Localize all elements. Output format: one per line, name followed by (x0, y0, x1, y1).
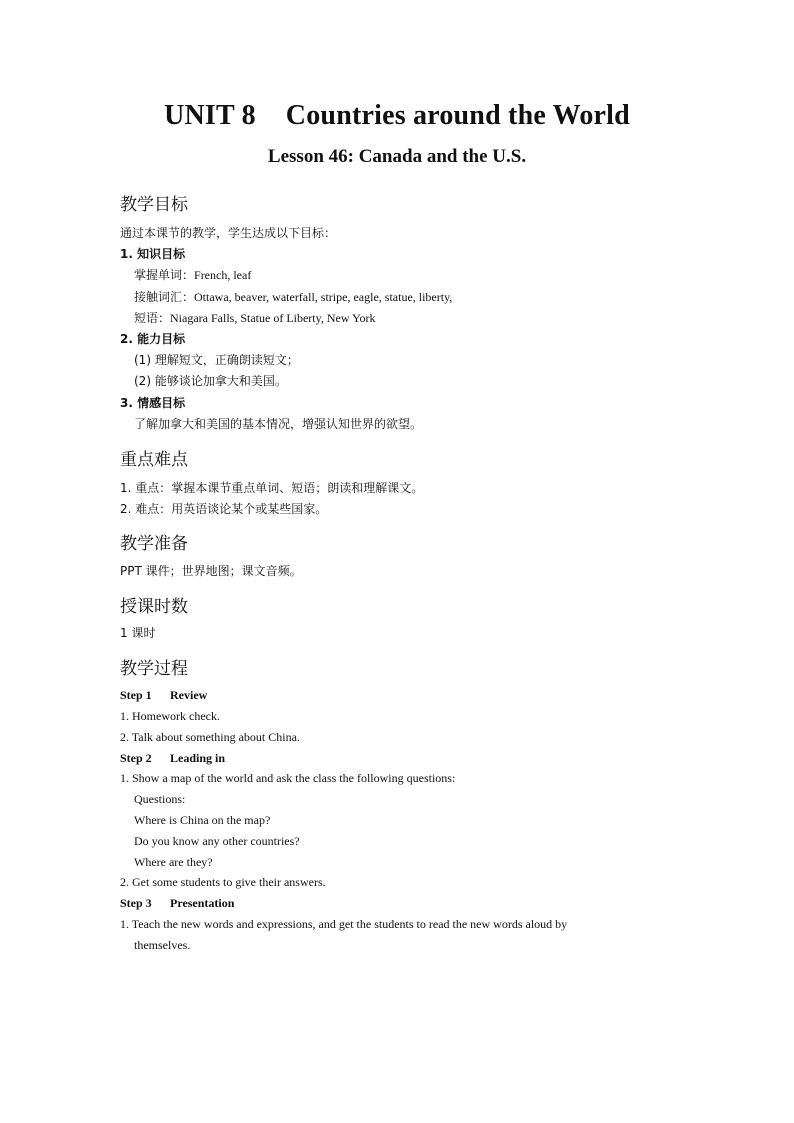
words-value: French, leaf (194, 268, 252, 282)
ability-item-1: (1) 理解短文，正确朗读短文； (134, 353, 299, 367)
knowledge-phrases (134, 311, 376, 326)
words-label: 掌握单词： (134, 268, 195, 282)
emotion-heading: 3. 情感目标 (120, 396, 186, 410)
knowledge-heading: 1. 知识目标 (120, 247, 186, 261)
class-hours-text: 1 课时 (120, 626, 156, 640)
objectives-intro: 通过本课节的教学，学生达成以下目标： (120, 226, 337, 240)
step-2-line-2: Questions: (134, 792, 186, 806)
step-1-line-2: 2. Talk about something about China. (120, 730, 300, 744)
step-2-line-6: 2. Get some students to give their answers. (120, 875, 326, 889)
vocab-value: Ottawa, beaver, waterfall, stripe, eagle, statue, liberty, (194, 290, 453, 304)
step-2-line-5: Where are they? (134, 855, 213, 869)
key-point-2: 2. 难点：用英语谈论某个或某些国家。 (120, 502, 328, 516)
knowledge-words (134, 268, 251, 283)
lesson-title: Lesson 46: Canada and the U.S. (267, 146, 527, 167)
emotion-item-1: 了解加拿大和美国的基本情况，增强认知世界的欲望。 (134, 417, 423, 431)
step-2-line-4: Do you know any other countries? (134, 834, 300, 848)
step-3-name: Presentation (170, 896, 235, 910)
step-3-number: Step 3 (120, 896, 152, 910)
unit-number: UNIT 8 (164, 100, 256, 131)
preparation-text: PPT 课件；世界地图；课文音频。 (120, 564, 302, 578)
section-heading-procedure: 教学过程 (120, 659, 188, 679)
step-2-line-3: Where is China on the map? (134, 813, 271, 827)
unit-name: Countries around the World (285, 100, 630, 131)
phrases-value: Niagara Falls, Statue of Liberty, New York (170, 311, 376, 325)
step-2-number: Step 2 (120, 751, 152, 765)
step-2-name: Leading in (170, 751, 226, 765)
key-point-1: 1. 重点：掌握本课节重点单词、短语；朗读和理解课文。 (120, 481, 424, 495)
step-1-number: Step 1 (120, 688, 152, 702)
section-heading-class-hours: 授课时数 (120, 597, 188, 617)
section-heading-key-points: 重点难点 (120, 450, 188, 470)
step-2-line-1: 1. Show a map of the world and ask the class the following questions: (120, 771, 456, 785)
phrases-label: 短语： (134, 311, 171, 325)
step-1-heading (120, 688, 207, 703)
knowledge-vocabulary (134, 290, 452, 305)
step-1-line-1: 1. Homework check. (120, 709, 220, 723)
ability-item-2: (2) 能够谈论加拿大和美国。 (134, 374, 287, 388)
step-1-name: Review (170, 688, 208, 702)
vocab-label: 接触词汇： (134, 290, 195, 304)
unit-title (0, 100, 794, 132)
ability-heading: 2. 能力目标 (120, 332, 186, 346)
step-3-heading (120, 896, 234, 911)
section-heading-preparation: 教学准备 (120, 534, 188, 554)
step-2-heading (120, 751, 225, 766)
section-heading-objectives: 教学目标 (120, 195, 188, 215)
step-3-line-2: themselves. (134, 938, 191, 952)
step-3-line-1: 1. Teach the new words and expressions, and get the students to read the new words aloud by (120, 917, 568, 931)
